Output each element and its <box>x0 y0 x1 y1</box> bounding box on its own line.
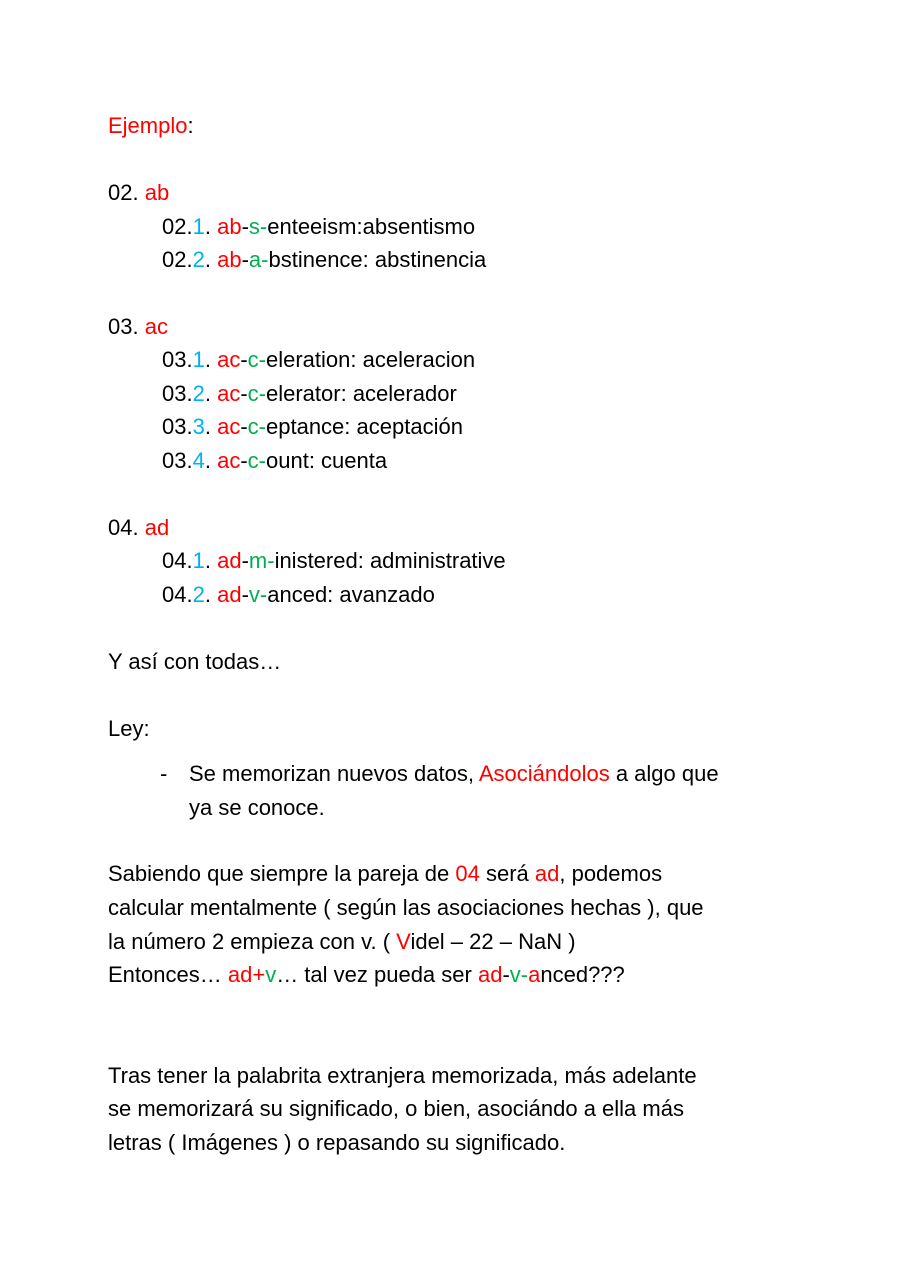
highlight-prefix: ad <box>534 861 560 886</box>
paragraph-1-line-3 <box>108 929 576 955</box>
item-number: 03. <box>162 414 193 439</box>
item-rest: elerator: acelerador <box>266 381 457 406</box>
item-separator: - <box>241 548 249 573</box>
paragraph-text: Entonces… <box>108 962 228 987</box>
item-separator: - <box>258 448 266 473</box>
item-separator: - <box>259 214 268 239</box>
and-so-on-text: Y así con todas… <box>108 649 282 674</box>
item-number: 02. <box>162 247 193 272</box>
item-rest: bstinence: abstinencia <box>268 247 487 272</box>
item-dot: . <box>204 247 211 272</box>
item-letter: c <box>247 448 259 473</box>
list-item <box>162 548 506 574</box>
highlight-plus: + <box>252 962 266 987</box>
group-prefix: ac <box>144 314 168 339</box>
item-separator: - <box>240 448 248 473</box>
law-text: a algo que <box>609 761 719 786</box>
item-subnumber: 3 <box>192 414 205 439</box>
item-dot: . <box>204 548 211 573</box>
highlight-letter: V <box>396 929 411 954</box>
item-number: 03. <box>162 381 193 406</box>
item-prefix: ac <box>217 381 241 406</box>
paragraph-2-line-1: Tras tener la palabrita extranjera memorizada, más adelante <box>108 1063 697 1088</box>
item-prefix: ab <box>217 247 242 272</box>
list-item <box>162 347 475 373</box>
highlight-prefix: ad <box>227 962 253 987</box>
item-letter: s <box>248 214 260 239</box>
paragraph-text: la número 2 empieza con v. ( <box>108 929 397 954</box>
separator: - <box>520 962 529 987</box>
item-rest: ount: cuenta <box>266 448 388 473</box>
item-rest: eleration: aceleracion <box>266 347 476 372</box>
list-item <box>162 582 435 608</box>
item-letter: v <box>248 582 260 607</box>
item-dot: . <box>204 214 211 239</box>
item-dot: . <box>204 414 211 439</box>
item-separator: - <box>241 582 249 607</box>
example-label: Ejemplo <box>108 113 188 138</box>
item-rest: eptance: aceptación <box>266 414 463 439</box>
group-prefix: ad <box>144 515 170 540</box>
group-number: 04. <box>108 515 139 540</box>
item-dot: . <box>204 381 211 406</box>
item-number: 02. <box>162 214 193 239</box>
item-letter: c <box>247 414 259 439</box>
item-letter: c <box>247 381 259 406</box>
item-subnumber: 1 <box>192 548 205 573</box>
item-dot: . <box>204 448 211 473</box>
item-separator: - <box>259 582 268 607</box>
item-number: 03. <box>162 347 193 372</box>
item-subnumber: 2 <box>192 582 205 607</box>
item-letter: m <box>248 548 268 573</box>
group-heading <box>108 180 169 206</box>
paragraph-text: Sabiendo que siempre la pareja de <box>108 861 456 886</box>
item-number: 04. <box>162 582 193 607</box>
group-heading <box>108 314 168 340</box>
paragraph-text: nced??? <box>540 962 625 987</box>
law-text: Se memorizan nuevos datos, <box>189 761 479 786</box>
item-rest: anced: avanzado <box>267 582 435 607</box>
paragraph-1-line-2: calcular mentalmente ( según las asociaciones hechas ), que <box>108 895 704 920</box>
law-line-1 <box>189 761 719 787</box>
law-highlight: Asociándolos <box>478 761 610 786</box>
item-separator: - <box>267 548 275 573</box>
item-separator: - <box>240 414 248 439</box>
item-separator: - <box>241 247 249 272</box>
item-prefix: ac <box>217 347 241 372</box>
highlight-letter: v <box>265 962 277 987</box>
highlight-prefix: ad <box>477 962 503 987</box>
example-heading <box>108 113 194 139</box>
item-rest: enteeism:absentismo <box>267 214 476 239</box>
paragraph-1-line-4 <box>108 962 625 988</box>
paragraph-text: … tal vez pueda ser <box>276 962 478 987</box>
list-item <box>162 214 475 240</box>
paragraph-text: será <box>479 861 535 886</box>
item-prefix: ad <box>217 548 242 573</box>
list-item <box>162 414 463 440</box>
paragraph-text: idel – 22 – NaN ) <box>410 929 576 954</box>
item-subnumber: 2 <box>192 247 205 272</box>
item-subnumber: 1 <box>192 214 205 239</box>
bullet-dash: - <box>160 761 168 786</box>
item-separator: - <box>258 381 266 406</box>
paragraph-2-line-2: se memorizará su significado, o bien, asociándo a ella más <box>108 1096 684 1121</box>
item-separator: - <box>240 381 248 406</box>
item-letter: a <box>248 247 262 272</box>
item-separator: - <box>241 214 249 239</box>
item-separator: - <box>261 247 269 272</box>
item-dot: . <box>204 582 211 607</box>
item-prefix: ac <box>217 448 241 473</box>
item-prefix: ab <box>217 214 242 239</box>
item-letter: c <box>247 347 259 372</box>
list-item <box>162 247 486 273</box>
law-line-2: ya se conoce. <box>189 795 325 820</box>
highlight-letter: v <box>509 962 521 987</box>
group-heading <box>108 515 169 541</box>
item-number: 04. <box>162 548 193 573</box>
item-prefix: ac <box>217 414 241 439</box>
paragraph-1-line-1 <box>108 861 662 887</box>
separator: - <box>502 962 510 987</box>
item-separator: - <box>240 347 248 372</box>
example-colon: : <box>187 113 194 138</box>
list-item <box>162 448 387 474</box>
item-separator: - <box>258 414 266 439</box>
highlight-number: 04 <box>455 861 480 886</box>
item-subnumber: 1 <box>192 347 205 372</box>
highlight-letter: a <box>528 962 541 987</box>
group-number: 03. <box>108 314 139 339</box>
list-item <box>162 381 457 407</box>
paragraph-text: , podemos <box>559 861 663 886</box>
item-prefix: ad <box>217 582 242 607</box>
item-number: 03. <box>162 448 193 473</box>
item-subnumber: 4 <box>192 448 205 473</box>
group-number: 02. <box>108 180 139 205</box>
item-rest: inistered: administrative <box>274 548 506 573</box>
law-title: Ley: <box>108 716 150 741</box>
item-dot: . <box>204 347 211 372</box>
item-subnumber: 2 <box>192 381 205 406</box>
item-separator: - <box>258 347 266 372</box>
paragraph-2-line-3: letras ( Imágenes ) o repasando su significado. <box>108 1130 566 1155</box>
group-prefix: ab <box>144 180 170 205</box>
